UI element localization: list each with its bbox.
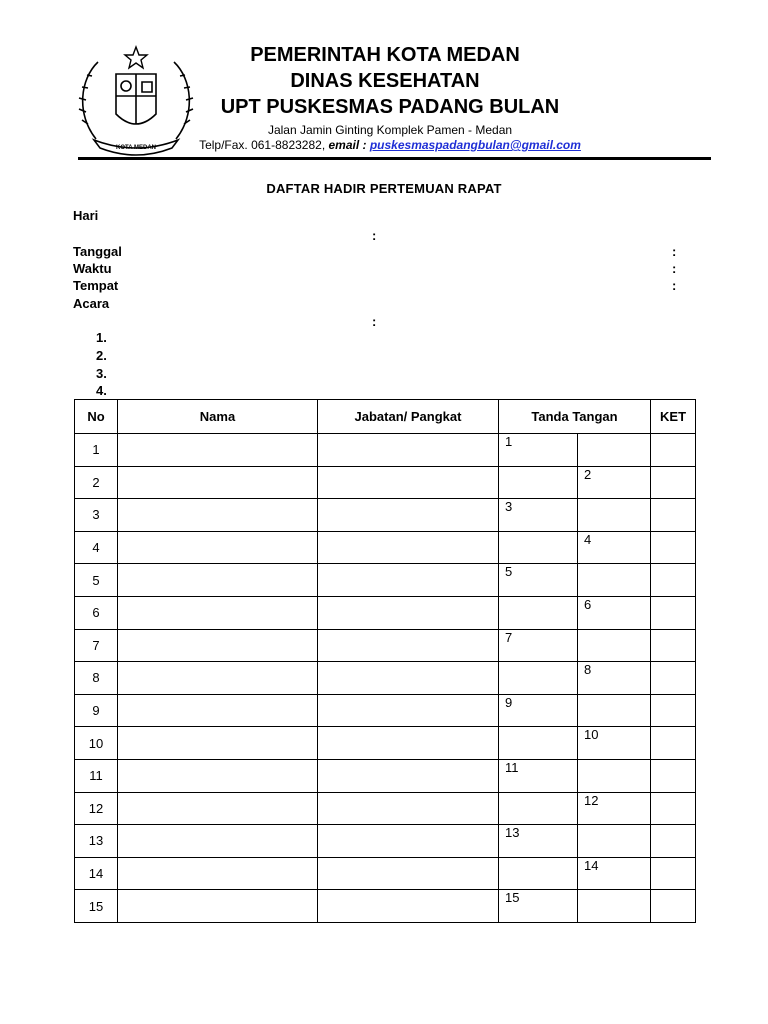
signature-right-cell[interactable] [578, 857, 651, 890]
signature-right-cell[interactable] [578, 564, 651, 597]
ket-cell[interactable] [651, 825, 696, 858]
signature-number: 2 [584, 466, 592, 482]
field-hari: Hari [73, 208, 99, 223]
jabatan-cell[interactable] [318, 629, 499, 662]
signature-left-cell[interactable] [499, 759, 578, 792]
signature-left-cell[interactable] [499, 531, 578, 564]
table-row [75, 890, 696, 923]
signature-right-cell[interactable] [578, 890, 651, 923]
row-number: 6 [75, 596, 118, 629]
signature-left-cell[interactable] [499, 792, 578, 825]
table-row [75, 434, 696, 467]
nama-cell[interactable] [118, 890, 318, 923]
table-row [75, 466, 696, 499]
ket-cell[interactable] [651, 792, 696, 825]
signature-left-cell[interactable] [499, 857, 578, 890]
document-title: DAFTAR HADIR PERTEMUAN RAPAT [266, 181, 502, 196]
field-acara: Acara [73, 296, 110, 311]
signature-number: 4 [584, 531, 592, 547]
nama-cell[interactable] [118, 792, 318, 825]
table-row [75, 662, 696, 695]
table-row [75, 792, 696, 825]
ket-cell[interactable] [651, 596, 696, 629]
header-address: Jalan Jamin Ginting Komplek Pamen - Medan [267, 123, 513, 137]
jabatan-cell[interactable] [318, 499, 499, 532]
agenda-item: 1. [96, 330, 107, 345]
header-email-label: email : [328, 138, 370, 152]
row-number: 5 [75, 564, 118, 597]
signature-left-cell[interactable] [499, 694, 578, 727]
table-header-row [75, 400, 696, 434]
signature-left-cell[interactable] [499, 662, 578, 695]
jabatan-cell[interactable] [318, 434, 499, 467]
signature-number: 5 [505, 564, 513, 580]
header-tanda-tangan: Tanda Tangan [499, 400, 651, 434]
table-row [75, 857, 696, 890]
header-contact [175, 138, 605, 152]
row-number: 8 [75, 662, 118, 695]
row-number: 14 [75, 857, 118, 890]
row-number: 2 [75, 466, 118, 499]
signature-number: 12 [584, 792, 599, 808]
signature-right-cell[interactable] [578, 466, 651, 499]
nama-cell[interactable] [118, 434, 318, 467]
signature-number: 3 [505, 499, 513, 515]
signature-left-cell[interactable] [499, 466, 578, 499]
jabatan-cell[interactable] [318, 531, 499, 564]
header-jabatan: Jabatan/ Pangkat [318, 400, 499, 434]
signature-number: 9 [505, 694, 513, 710]
header-nama: Nama [118, 400, 318, 434]
table-row [75, 759, 696, 792]
row-number: 11 [75, 759, 118, 792]
nama-cell[interactable] [118, 694, 318, 727]
signature-right-cell[interactable] [578, 434, 651, 467]
colon-tempat: : [672, 278, 677, 293]
ket-cell[interactable] [651, 531, 696, 564]
table-row [75, 564, 696, 597]
signature-right-cell[interactable] [578, 727, 651, 760]
row-number: 3 [75, 499, 118, 532]
jabatan-cell[interactable] [318, 662, 499, 695]
field-tempat: Tempat [73, 278, 119, 293]
row-number: 10 [75, 727, 118, 760]
ket-cell[interactable] [651, 434, 696, 467]
signature-right-cell[interactable] [578, 694, 651, 727]
signature-right-cell[interactable] [578, 499, 651, 532]
table-row [75, 727, 696, 760]
jabatan-cell[interactable] [318, 759, 499, 792]
nama-cell[interactable] [118, 857, 318, 890]
jabatan-cell[interactable] [318, 694, 499, 727]
signature-number: 15 [505, 890, 520, 906]
signature-left-cell[interactable] [499, 825, 578, 858]
header-email-link[interactable]: puskesmaspadangbulan@gmail.com [369, 138, 581, 152]
jabatan-cell[interactable] [318, 825, 499, 858]
signature-number: 6 [584, 596, 592, 612]
signature-left-cell[interactable] [499, 727, 578, 760]
ket-cell[interactable] [651, 727, 696, 760]
jabatan-cell[interactable] [318, 564, 499, 597]
nama-cell[interactable] [118, 662, 318, 695]
signature-left-cell[interactable] [499, 596, 578, 629]
ket-cell[interactable] [651, 499, 696, 532]
signature-right-cell[interactable] [578, 629, 651, 662]
colon-tanggal: : [672, 244, 677, 259]
signature-number: 8 [584, 662, 592, 678]
field-tanggal: Tanggal [73, 244, 122, 259]
colon-acara: : [372, 314, 377, 329]
header-government: PEMERINTAH KOTA MEDAN [250, 44, 520, 66]
signature-right-cell[interactable] [578, 596, 651, 629]
jabatan-cell[interactable] [318, 596, 499, 629]
attendance-table [74, 399, 696, 923]
signature-left-cell[interactable] [499, 890, 578, 923]
signature-number: 11 [505, 759, 519, 775]
jabatan-cell[interactable] [318, 466, 499, 499]
ket-cell[interactable] [651, 564, 696, 597]
attendance-body [75, 434, 696, 923]
colon-hari: : [372, 228, 377, 243]
ket-cell[interactable] [651, 662, 696, 695]
table-row [75, 499, 696, 532]
signature-right-cell[interactable] [578, 759, 651, 792]
signature-number: 14 [584, 857, 599, 873]
header-no: No [75, 400, 118, 434]
signature-number: 13 [505, 825, 520, 841]
nama-cell[interactable] [118, 466, 318, 499]
row-number: 9 [75, 694, 118, 727]
nama-cell[interactable] [118, 629, 318, 662]
signature-left-cell[interactable] [499, 499, 578, 532]
row-number: 15 [75, 890, 118, 923]
nama-cell[interactable] [118, 759, 318, 792]
ket-cell[interactable] [651, 694, 696, 727]
signature-right-cell[interactable] [578, 825, 651, 858]
agenda-item: 4. [96, 383, 107, 398]
table-row [75, 629, 696, 662]
field-waktu: Waktu [73, 261, 112, 276]
ket-cell[interactable] [651, 466, 696, 499]
jabatan-cell[interactable] [318, 857, 499, 890]
ket-cell[interactable] [651, 759, 696, 792]
jabatan-cell[interactable] [318, 890, 499, 923]
row-number: 12 [75, 792, 118, 825]
table-row [75, 531, 696, 564]
signature-left-cell[interactable] [499, 564, 578, 597]
header-department: DINAS KESEHATAN [290, 70, 480, 92]
row-number: 1 [75, 434, 118, 467]
table-row [75, 596, 696, 629]
signature-right-cell[interactable] [578, 662, 651, 695]
nama-cell[interactable] [118, 596, 318, 629]
nama-cell[interactable] [118, 825, 318, 858]
signature-left-cell[interactable] [499, 629, 578, 662]
table-row [75, 694, 696, 727]
jabatan-cell[interactable] [318, 727, 499, 760]
header-institution: UPT PUSKESMAS PADANG BULAN [220, 96, 560, 118]
signature-number: 10 [584, 727, 599, 743]
table-row [75, 825, 696, 858]
colon-waktu: : [672, 261, 677, 276]
nama-cell[interactable] [118, 499, 318, 532]
row-number: 7 [75, 629, 118, 662]
signature-right-cell[interactable] [578, 792, 651, 825]
nama-cell[interactable] [118, 564, 318, 597]
nama-cell[interactable] [118, 727, 318, 760]
signature-number: 1 [505, 434, 513, 449]
signature-left-cell[interactable] [499, 434, 578, 467]
row-number: 4 [75, 531, 118, 564]
logo-caption: KOTA MEDAN [116, 145, 156, 151]
ket-cell[interactable] [651, 629, 696, 662]
agenda-item: 3. [96, 366, 107, 381]
signature-right-cell[interactable] [578, 531, 651, 564]
header-ket: KET [651, 400, 696, 434]
header-phone: Telp/Fax. 061-8823282, [199, 138, 329, 152]
ket-cell[interactable] [651, 857, 696, 890]
signature-number: 7 [505, 629, 513, 645]
agenda-item: 2. [96, 348, 107, 363]
nama-cell[interactable] [118, 531, 318, 564]
row-number: 13 [75, 825, 118, 858]
ket-cell[interactable] [651, 890, 696, 923]
header-divider [78, 157, 711, 160]
jabatan-cell[interactable] [318, 792, 499, 825]
